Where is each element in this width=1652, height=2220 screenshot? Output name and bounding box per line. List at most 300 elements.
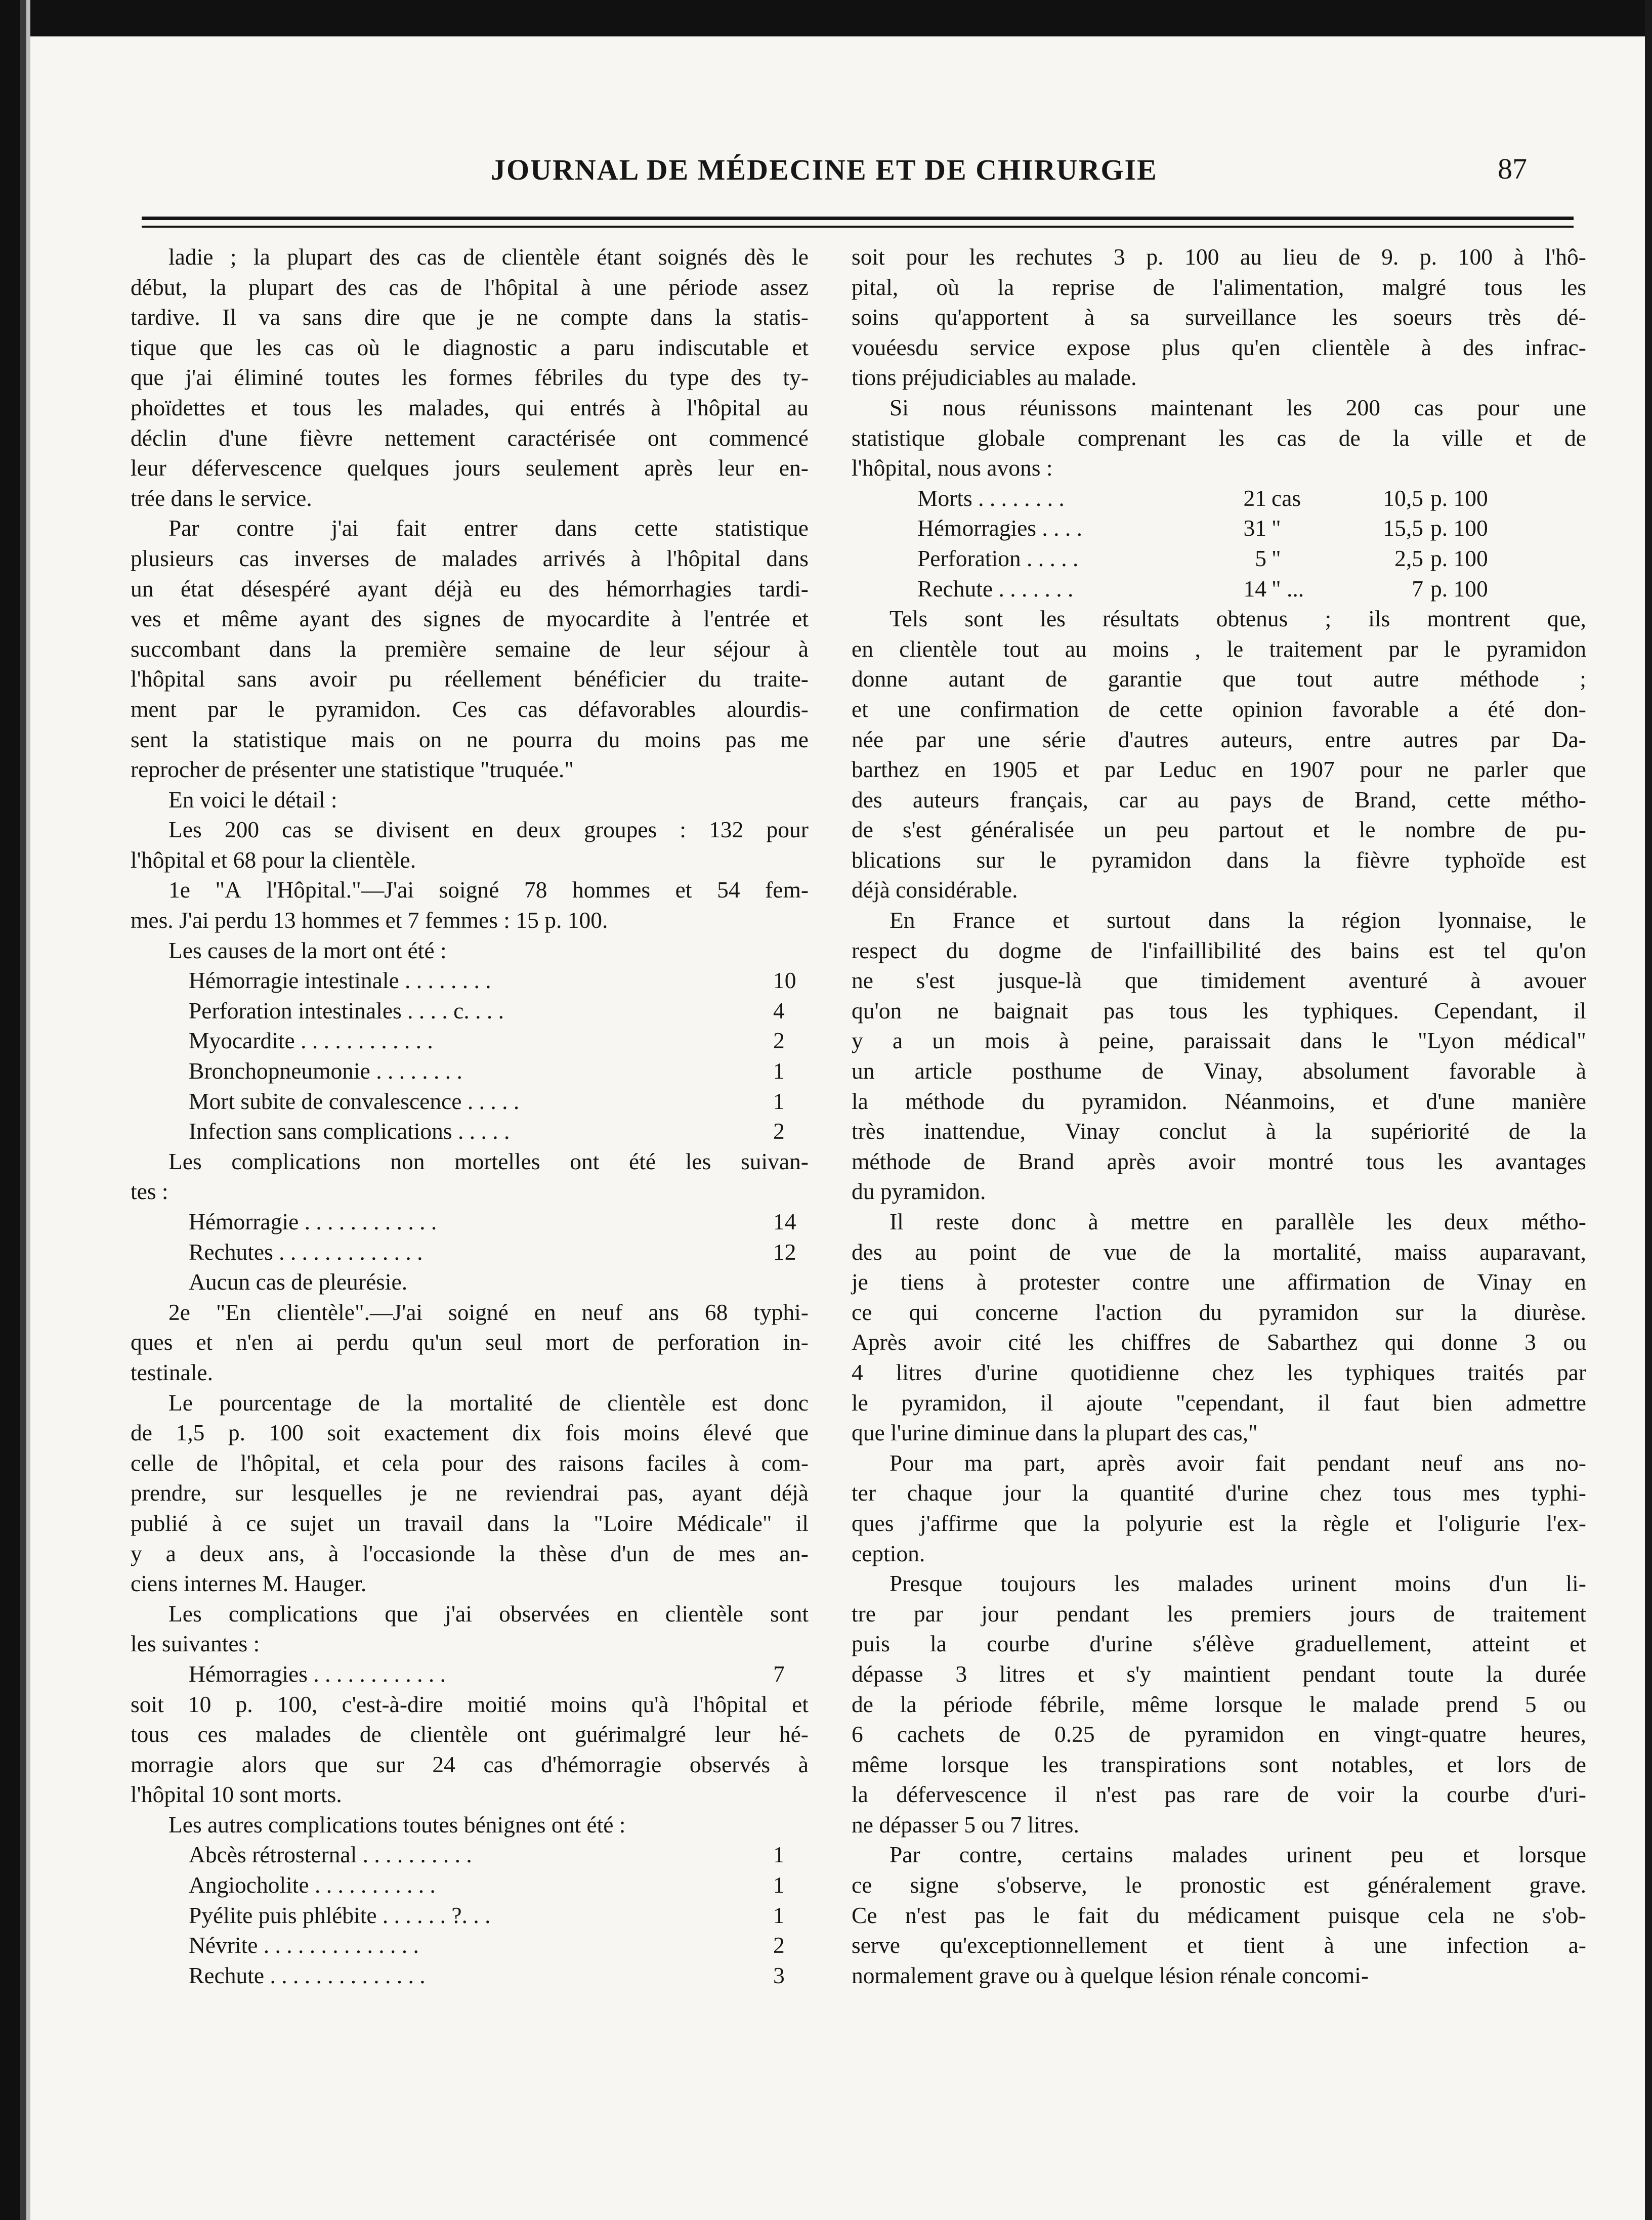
word: et <box>1063 756 1079 783</box>
paragraph-line <box>131 1719 809 1749</box>
word: 54 <box>717 877 740 903</box>
word: pas <box>1103 997 1134 1023</box>
word: du <box>1136 1902 1160 1928</box>
word: l'hôpital <box>131 666 205 692</box>
word: parler <box>1474 756 1528 783</box>
paragraph-line <box>852 724 1586 755</box>
word: lors <box>1497 1751 1532 1777</box>
word: hé- <box>779 1721 809 1747</box>
word: prendre, <box>131 1480 207 1506</box>
paragraph-line: l'hôpital 10 sont morts. <box>131 1781 342 1808</box>
word: médical" <box>1504 1028 1586 1054</box>
paragraph-line <box>852 1749 1586 1780</box>
word: myocardite <box>546 606 650 632</box>
word: cela <box>382 1449 419 1476</box>
stat-row <box>917 543 1514 574</box>
stat-suffix: p. 100 <box>1430 575 1488 602</box>
word: montrent <box>1427 606 1510 632</box>
word: par <box>915 726 945 752</box>
word: et <box>792 606 809 632</box>
word: leur <box>718 455 754 481</box>
word: chez <box>1212 1359 1254 1385</box>
word: réellement <box>444 666 542 692</box>
word: tous <box>1366 1148 1405 1174</box>
word: surtout <box>1107 907 1171 933</box>
word: plus <box>1162 334 1200 360</box>
word: qui <box>909 1299 939 1325</box>
word: un <box>852 1058 875 1084</box>
word: que <box>385 1600 418 1627</box>
word: ne <box>1427 756 1449 783</box>
word: par <box>207 696 237 722</box>
word: où <box>936 274 960 300</box>
hospital-complication-row <box>131 1267 809 1297</box>
word: Brand, <box>1354 786 1417 813</box>
paragraph-line <box>852 1870 1586 1900</box>
word: moitié <box>467 1691 527 1717</box>
word: avantages <box>1495 1148 1586 1174</box>
paragraph-line <box>852 664 1586 694</box>
word: de <box>1508 1118 1531 1144</box>
word: mortalité <box>449 1389 533 1416</box>
paragraph-line <box>131 393 809 423</box>
word: ter <box>852 1480 876 1506</box>
word: tique <box>131 334 177 360</box>
stat-unit: " ... <box>1272 575 1304 602</box>
word: supériorité <box>1371 1118 1470 1144</box>
word: une <box>1374 1932 1407 1958</box>
benign-complication-value: 1 <box>773 1902 785 1928</box>
paragraph-line <box>852 1599 1586 1629</box>
word: je <box>852 1269 868 1295</box>
word: clientèle <box>501 244 580 270</box>
word: fem- <box>765 877 809 903</box>
word: en- <box>779 455 809 481</box>
word: tre <box>852 1600 876 1627</box>
word: pas <box>1164 1781 1196 1808</box>
word: ne <box>852 967 873 994</box>
paragraph-line <box>852 845 1586 875</box>
word: 24 <box>432 1751 455 1777</box>
word: auteurs <box>912 786 980 813</box>
word: à <box>1324 1932 1334 1958</box>
word: les <box>1218 424 1245 451</box>
word: autant <box>948 666 1005 692</box>
word: sur <box>976 846 1005 873</box>
word: statis- <box>753 304 809 330</box>
word: la <box>1315 1118 1332 1144</box>
word: la <box>192 726 209 752</box>
word: de <box>1338 244 1361 270</box>
word: quelques <box>347 455 429 481</box>
word: sont <box>1259 1751 1298 1777</box>
word: pyramidon. <box>315 696 421 722</box>
word: suivan- <box>740 1148 809 1174</box>
word: réunissons <box>1020 394 1117 420</box>
word: le <box>852 1389 868 1416</box>
word: de <box>1423 1269 1445 1295</box>
paragraph-line <box>852 1629 1586 1659</box>
word: cela <box>1427 1902 1465 1928</box>
paragraph-line: l'hôpital, nous avons : <box>852 455 1053 481</box>
word: ayant <box>299 606 350 632</box>
word: paraissait <box>1183 1028 1271 1054</box>
word: ils <box>1368 606 1390 632</box>
word: de <box>1433 1600 1455 1627</box>
word: et <box>792 1691 809 1717</box>
word: ce <box>246 1510 267 1536</box>
word: raisons <box>559 1449 624 1476</box>
word: étant <box>597 244 642 270</box>
word: guérimalgré <box>575 1721 686 1747</box>
word: statistique <box>715 515 809 541</box>
word: du <box>1199 1299 1222 1325</box>
paragraph-line <box>852 1779 1586 1810</box>
word: ans <box>648 1299 679 1325</box>
word: s'observe, <box>996 1872 1087 1898</box>
word: à <box>1084 304 1095 330</box>
paragraph-line: les suivantes : <box>131 1631 260 1657</box>
paragraph-line <box>131 1539 809 1569</box>
word: et <box>250 394 268 420</box>
word: reste <box>936 1209 980 1234</box>
word: autre <box>1373 666 1419 692</box>
word: cas <box>282 817 312 843</box>
word: soignés <box>658 244 728 270</box>
death-cause-value: 10 <box>773 967 796 994</box>
word: "En <box>216 1299 251 1325</box>
benign-complication-label: Rechute . . . . . . . . . . . . . . <box>189 1962 426 1988</box>
word: à <box>1470 967 1481 994</box>
word: tout <box>1296 666 1333 692</box>
word: de <box>1045 666 1068 692</box>
word: tous <box>293 394 332 420</box>
word: complications <box>228 1600 358 1627</box>
word: que <box>422 304 456 330</box>
word: plupart <box>287 244 353 270</box>
word: notables, <box>1331 1751 1414 1777</box>
word: 3 <box>955 1660 967 1687</box>
word: a <box>560 334 571 360</box>
word: à <box>729 1449 739 1476</box>
word: pyramidon <box>1091 846 1192 873</box>
word: courbe <box>987 1631 1050 1657</box>
word: entre <box>1325 726 1371 752</box>
word: Sabarthez <box>1266 1329 1358 1355</box>
death-cause-label: Myocardite . . . . . . . . . . . . <box>189 1028 433 1054</box>
word: urinent <box>1286 1842 1352 1868</box>
paragraph-line: tions préjudiciables au malade. <box>852 364 1137 391</box>
word: Presque <box>889 1570 963 1597</box>
word: par <box>1388 635 1418 662</box>
word: l'hôpital <box>666 545 741 571</box>
paragraph-line <box>852 332 1586 363</box>
word: Néanmoins, <box>1224 1088 1335 1114</box>
word: en <box>472 817 494 843</box>
paragraph-line <box>131 272 809 303</box>
word: soeurs <box>1393 304 1453 330</box>
word: contre <box>236 515 294 541</box>
benign-complication-value: 1 <box>773 1842 785 1868</box>
word: 3 <box>1524 1329 1536 1355</box>
word: leur <box>649 635 685 662</box>
word: pour <box>1360 756 1402 783</box>
paragraph-line <box>852 1237 1586 1267</box>
paragraph-line <box>852 1116 1586 1146</box>
word: bien <box>1432 1389 1472 1416</box>
word: pas, <box>627 1480 664 1506</box>
word: favorable <box>1332 696 1419 722</box>
word: celle <box>131 1449 174 1476</box>
word: dans <box>487 1510 530 1536</box>
word: absolument <box>1302 1058 1409 1084</box>
word: pourcentage <box>219 1389 332 1416</box>
word: ne <box>937 997 959 1023</box>
word: ; <box>1580 666 1586 692</box>
word: 1905 <box>991 756 1038 783</box>
stat-unit: cas <box>1272 485 1301 511</box>
word: défavorables <box>578 696 696 722</box>
word: ty- <box>783 364 809 391</box>
word: même <box>1131 1691 1188 1717</box>
word: pendant <box>1056 1600 1129 1627</box>
word: de <box>1504 817 1527 843</box>
word: serve <box>852 1932 900 1958</box>
word: médicament <box>1187 1902 1300 1928</box>
word: 4 <box>852 1359 863 1385</box>
word: an- <box>779 1540 809 1566</box>
word: l'action <box>1095 1299 1162 1325</box>
word: déjà <box>434 575 473 602</box>
death-cause-row <box>131 1026 809 1056</box>
paragraph-line <box>852 754 1586 785</box>
benign-complication-value: 1 <box>773 1872 785 1898</box>
word: le <box>1371 1028 1388 1054</box>
word: de <box>440 274 462 300</box>
word: "Lyon <box>1417 1028 1475 1054</box>
word: prend <box>1446 1691 1499 1717</box>
word: 0.25 <box>1054 1721 1095 1747</box>
death-cause-value: 1 <box>773 1088 785 1114</box>
word: avoir <box>1188 1148 1236 1174</box>
paragraph-line <box>852 935 1586 966</box>
death-cause-label: Hémorragie intestinale . . . . . . . . <box>189 967 491 994</box>
word: s'est <box>916 967 955 994</box>
paragraph-line: tes : <box>131 1178 168 1205</box>
word: peu <box>1390 1842 1424 1868</box>
scan-right-edge <box>1645 0 1652 2220</box>
paragraph-line <box>131 634 809 664</box>
word: France <box>952 907 1015 933</box>
word: l'oligurie <box>1438 1510 1520 1536</box>
word: clientèle <box>410 1721 488 1747</box>
word: l'alimentation, <box>1212 274 1344 300</box>
stat-label: Rechute . . . . . . . <box>917 575 1074 602</box>
word: les <box>1243 997 1268 1023</box>
word: reviendrai <box>505 1480 599 1506</box>
word: a <box>165 1540 176 1566</box>
word: moins <box>550 1691 607 1717</box>
word: lyonnaise, <box>1438 907 1533 933</box>
word: à <box>630 545 641 571</box>
word: fébriles <box>534 364 604 391</box>
paragraph-line: ception. <box>852 1540 925 1566</box>
paragraph-line <box>852 1327 1586 1357</box>
word: assez <box>759 274 809 300</box>
word: et <box>1077 1660 1094 1687</box>
word: ment <box>131 696 177 722</box>
word: pyramidon <box>1184 1721 1285 1747</box>
word: cette <box>634 515 678 541</box>
paragraph-line <box>131 362 809 393</box>
word: diagnostic <box>442 334 537 360</box>
word: cas <box>304 334 334 360</box>
word: ayant <box>692 1480 742 1506</box>
word: 5 <box>1524 1691 1537 1717</box>
word: née <box>852 726 884 752</box>
word: tous <box>1393 1480 1432 1506</box>
word: méthode <box>852 1148 931 1174</box>
word: de <box>1141 1058 1164 1084</box>
word: qui <box>1384 1329 1414 1355</box>
word: jours <box>1349 1600 1395 1627</box>
word: pital, <box>852 274 899 300</box>
paragraph-line <box>131 1749 809 1780</box>
paragraph-line: que l'urine diminue dans la plupart des cas," <box>852 1420 1258 1446</box>
word: mort <box>545 1329 589 1355</box>
word: Après <box>852 1329 907 1355</box>
word: les <box>1332 304 1358 330</box>
word: défervescence <box>191 455 322 481</box>
word: par <box>914 1600 944 1627</box>
word: pas <box>974 1902 1005 1928</box>
word: l'hôpital <box>687 394 761 420</box>
word: alors <box>241 1751 287 1777</box>
word: a <box>1448 696 1459 722</box>
word: ques <box>852 1510 894 1536</box>
word: inverses <box>293 545 369 571</box>
word: en <box>944 756 966 783</box>
word: il <box>1318 1389 1331 1416</box>
paragraph-line <box>131 604 809 634</box>
death-cause-label: Mort subite de convalescence . . . . . <box>189 1088 520 1114</box>
word: une <box>1221 1269 1255 1295</box>
word: mettre <box>1130 1209 1190 1234</box>
word: la <box>340 635 357 662</box>
word: respect <box>852 937 917 963</box>
word: reprise <box>1052 274 1115 300</box>
hospital-complication-value <box>773 1267 809 1297</box>
word: donne <box>852 666 908 692</box>
paragraph-line <box>852 1026 1586 1056</box>
word: mes <box>718 1540 755 1566</box>
stat-row <box>917 483 1514 514</box>
word: toutes <box>324 364 380 391</box>
paragraph-line <box>852 1207 1586 1237</box>
word: à <box>1513 244 1524 270</box>
word: des <box>548 575 579 602</box>
word: la <box>714 304 732 330</box>
word: à <box>1421 334 1431 360</box>
word: des <box>852 1239 882 1265</box>
word: 100 <box>1458 244 1493 270</box>
stat-unit: " <box>1272 545 1281 571</box>
word: sur <box>376 1751 404 1777</box>
paragraph-line <box>852 815 1586 845</box>
clinic-complication-label: Hémorragies . . . . . . . . . . . . <box>189 1660 446 1687</box>
word: contre, <box>959 1842 1023 1868</box>
word: thèse <box>539 1540 587 1566</box>
word: de <box>612 1329 634 1355</box>
word: faciles <box>646 1449 707 1476</box>
word: à <box>1576 1058 1586 1084</box>
word: deux <box>516 817 562 843</box>
word: l'ex- <box>1546 1510 1586 1536</box>
word: rechutes <box>1015 244 1093 270</box>
word: baignait <box>994 997 1068 1023</box>
paragraph-line <box>131 513 809 543</box>
word: hémorrhagies <box>606 575 732 602</box>
word: élevé <box>703 1420 752 1446</box>
word: un <box>131 575 154 602</box>
hospital-complication-row <box>131 1207 809 1237</box>
word: neuf <box>1421 1449 1462 1476</box>
word: de <box>852 817 873 843</box>
word: n'est <box>905 1902 947 1928</box>
word: arrivés <box>542 545 606 571</box>
word: ce <box>852 1299 872 1325</box>
paragraph-line <box>131 574 809 604</box>
word: type <box>669 364 709 391</box>
paragraph-line: déjà considérable. <box>852 877 1018 903</box>
word: malade <box>1352 1691 1419 1717</box>
word: 200 <box>1345 394 1380 420</box>
word: les <box>1167 1600 1193 1627</box>
word: tous <box>1169 997 1208 1023</box>
word: dès <box>744 244 775 270</box>
word: clientèle <box>665 1600 743 1627</box>
hospital-complication-row <box>131 1237 809 1267</box>
word: déclin <box>131 424 187 451</box>
paragraph-line <box>131 1448 809 1478</box>
word: ayant <box>357 575 407 602</box>
word: pour <box>906 244 948 270</box>
scan-top-border <box>0 0 1652 36</box>
word: Il <box>889 1209 904 1234</box>
paragraph-line <box>852 1840 1586 1870</box>
word: chiffres <box>1121 1329 1191 1355</box>
word: soigné <box>448 1299 509 1325</box>
word: cas <box>416 244 446 270</box>
word: une <box>977 726 1010 752</box>
word: lieu <box>1283 244 1318 270</box>
word: complications <box>231 1148 361 1174</box>
word: lesquelles <box>291 1480 383 1506</box>
word: région <box>1342 907 1401 933</box>
word: métho- <box>1520 786 1586 813</box>
word: garantie <box>1108 666 1182 692</box>
word: 200 <box>224 817 260 843</box>
word: je <box>478 304 494 330</box>
death-cause-row <box>131 996 809 1026</box>
word: méthode <box>905 1088 985 1114</box>
word: Par <box>168 515 199 541</box>
word: et <box>852 696 868 722</box>
word: cas <box>1414 394 1444 420</box>
word: maintenant <box>1150 394 1253 420</box>
paragraph-line <box>852 634 1586 664</box>
hospital-complication-value: 12 <box>773 1239 796 1265</box>
